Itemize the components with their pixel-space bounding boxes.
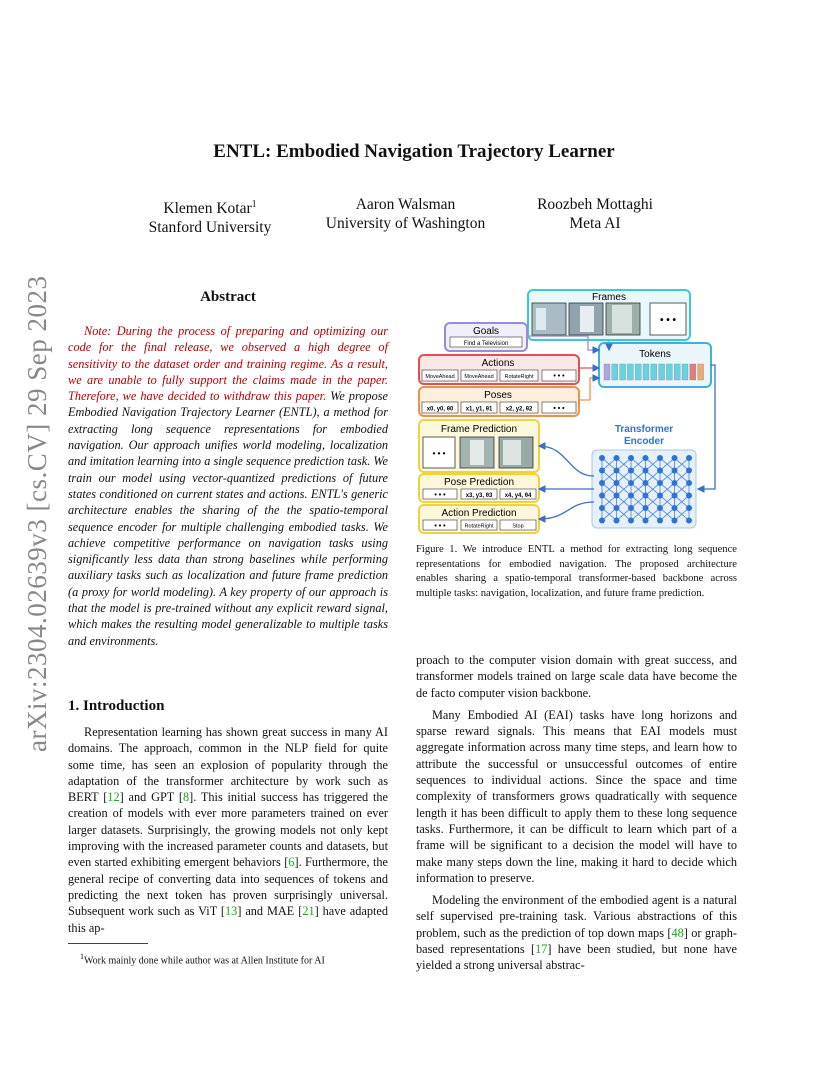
network-node bbox=[628, 455, 634, 461]
pose-prediction-text: x4, y4, θ4 bbox=[504, 493, 532, 499]
token-cell bbox=[674, 364, 680, 380]
network-node bbox=[614, 480, 620, 486]
architecture-diagram bbox=[418, 286, 718, 534]
citation-link[interactable]: 8 bbox=[182, 790, 190, 805]
text-run: Representation learning has shown great success in many AI domains. The approach, common in the NLP field for quite some time, has seen an explosion of popularity through the adaptation of the transformer architecture by work such as BERT bbox=[68, 725, 388, 805]
token-cell bbox=[682, 364, 688, 380]
token-cell bbox=[659, 364, 665, 380]
ellipsis: • • • bbox=[553, 405, 565, 413]
network-node bbox=[672, 518, 678, 524]
token-cell bbox=[620, 364, 626, 380]
author-2 bbox=[318, 195, 493, 233]
action-token-text: MoveAhead bbox=[464, 374, 494, 380]
window-shape bbox=[580, 306, 594, 332]
intro-right-column bbox=[416, 652, 737, 974]
network-node bbox=[657, 480, 663, 486]
action-prediction-text: RotateRight bbox=[464, 523, 494, 530]
network-node bbox=[628, 518, 634, 524]
pose-token-text: x0, y0, θ0 bbox=[426, 406, 454, 413]
window-shape bbox=[470, 440, 484, 465]
network-node bbox=[614, 455, 620, 461]
action-prediction-text: Stop bbox=[512, 523, 524, 530]
author-name: Roozbeh Mottaghi bbox=[537, 196, 653, 213]
network-node bbox=[599, 505, 605, 511]
network-node bbox=[599, 455, 605, 461]
arrow bbox=[579, 378, 599, 400]
frame-prediction-label: Frame Prediction bbox=[440, 424, 518, 435]
network-node bbox=[628, 480, 634, 486]
paragraph: Modeling the environment of the embodied agent is a natural self supervised pre-training task. Various abstractions of this problem, such as the prediction of top down maps [48] or graph-based representations [17] have been studied, but none have yielded a strong universal abstrac- bbox=[416, 893, 737, 973]
text-run: and GPT bbox=[123, 790, 179, 805]
footnote bbox=[68, 951, 398, 967]
token-cell bbox=[627, 364, 633, 380]
ellipsis: • • • bbox=[434, 492, 446, 499]
network-node bbox=[628, 505, 634, 511]
text-run: have been studied, but none have yielded a strong universal abstrac- bbox=[416, 942, 737, 973]
goals-label: Goals bbox=[472, 326, 500, 337]
network-node bbox=[643, 518, 649, 524]
text-run: have adapted this ap- bbox=[68, 904, 388, 935]
arxiv-identifier: arXiv:2304.02639v3 [cs.CV] 29 Sep 2023 bbox=[22, 275, 52, 752]
text-run: . Furthermore, the general recipe of converting data into sequences of tokens and predicting the next token has proven surprisingly universal. Subsequent work such as ViT bbox=[68, 855, 388, 919]
network-node bbox=[657, 505, 663, 511]
withdrawal-note: Note: During the process of preparing and optimizing our code for the final release, we observed a high degree of sensitivity to the dataset order and training regime. As a result, we are unable to fully support the claims made in the paper. Therefore, we have decided to withdraw this paper. bbox=[68, 324, 388, 404]
network-node bbox=[614, 468, 620, 474]
text-run: . This initial success has triggered the creation of models with ever more parameters trained on ever larger datasets. Surprisingly, the growing models not only kept improving with the increased parameter counts and datasets, but even started exhibiting emergent behaviors bbox=[68, 790, 388, 870]
token-cell bbox=[643, 364, 649, 380]
pose-prediction-text: x3, y3, θ3 bbox=[465, 493, 493, 499]
token-cell bbox=[666, 364, 672, 380]
author-name: Aaron Walsman bbox=[355, 196, 456, 213]
text-run: or graph-based representations bbox=[416, 925, 737, 957]
author-1 bbox=[140, 195, 280, 237]
network-node bbox=[672, 505, 678, 511]
network-node bbox=[628, 493, 634, 499]
network-node bbox=[686, 468, 692, 474]
action-token-text: RotateRight bbox=[504, 374, 534, 380]
token-cell bbox=[651, 364, 657, 380]
window-shape bbox=[536, 308, 546, 330]
frames-label: Frames bbox=[592, 292, 626, 303]
token-cell bbox=[690, 364, 696, 380]
window-shape bbox=[503, 440, 521, 465]
network-node bbox=[686, 505, 692, 511]
token-cell bbox=[698, 364, 704, 380]
network-node bbox=[599, 493, 605, 499]
token-cell bbox=[604, 364, 610, 380]
ellipsis: • • • bbox=[434, 523, 446, 530]
network-node bbox=[614, 493, 620, 499]
window-shape bbox=[612, 305, 632, 333]
author-affiliation: Stanford University bbox=[148, 219, 272, 237]
actions-label: Actions bbox=[481, 358, 515, 369]
ellipsis: • • • bbox=[659, 315, 677, 326]
network-node bbox=[686, 518, 692, 524]
transformer-label: Encoder bbox=[623, 436, 665, 447]
abstract-heading: Abstract bbox=[200, 289, 256, 305]
transformer-box bbox=[592, 450, 696, 528]
network-node bbox=[657, 518, 663, 524]
network-node bbox=[672, 493, 678, 499]
network-node bbox=[643, 505, 649, 511]
citation-link[interactable]: 13 bbox=[225, 904, 238, 919]
abstract-body: We propose Embodied Navigation Trajectory Learner (ENTL), a method for extracting long sequence representations for embodied navigation. Our approach unifies world modeling, localization and imitation learning into a single sequence prediction task. We train our model using vector-quantized predictions of future states conditioned on current states and actions. ENTL's generic architecture enables the sharing of the the spatio-temporal sequence encoder for multiple challenging embodied tasks. We achieve competitive performance on navigation tasks using significantly less data than strong baselines while performing auxiliary tasks such as localization and future frame prediction (a proxy for world modeling). A key property of our approach is that the model is pre-trained without any explicit reward signal, which makes the resulting model generalizable to multiple tasks and environments. bbox=[68, 389, 388, 648]
ellipsis: • • • bbox=[432, 449, 446, 458]
author-name: Klemen Kotar bbox=[163, 200, 252, 218]
pose-token-text: x1, y1, θ1 bbox=[465, 406, 493, 413]
poses-label: Poses bbox=[484, 390, 512, 401]
paragraph: proach to the computer vision domain with great success, and transformer models trained on large scale data have become the de facto computer vision backbone. bbox=[416, 653, 737, 700]
citation-link[interactable]: 6 bbox=[288, 855, 295, 870]
citation-link[interactable]: 21 bbox=[302, 904, 315, 919]
network-node bbox=[643, 468, 649, 474]
citation-link[interactable]: 12 bbox=[107, 790, 120, 805]
action-prediction-label: Action Prediction bbox=[441, 508, 517, 519]
text-run: and MAE bbox=[241, 904, 299, 919]
author-affiliation: University of Washington bbox=[325, 215, 486, 232]
author-affiliation: Meta AI bbox=[569, 215, 621, 232]
paragraph: Many Embodied AI (EAI) tasks have long horizons and sparse reward signals. This means that EAI models must aggregate information across many time steps, and learn how to attribute the successful or unsuccessful outcomes of entire sequences to individual actions. Since the space and time complexity of transformers grows quadratically with sequence length it has been difficult to apply them to these long sequence tasks. Furthermore, it can be difficult to learn which part of a frame will be significant to a decision the model will have to make many steps down the line, making it hard to decide which information to preserve. bbox=[416, 707, 737, 885]
network-node bbox=[686, 480, 692, 486]
section-heading-introduction: 1. Introduction bbox=[68, 698, 165, 714]
pose-token-text: x2, y2, θ2 bbox=[505, 406, 533, 413]
network-node bbox=[599, 468, 605, 474]
network-node bbox=[628, 468, 634, 474]
action-token-text: MoveAhead bbox=[425, 374, 455, 380]
network-node bbox=[614, 505, 620, 511]
network-node bbox=[643, 455, 649, 461]
author-mark: 1 bbox=[251, 199, 257, 210]
network-node bbox=[657, 493, 663, 499]
token-cell bbox=[612, 364, 618, 380]
pose-prediction-label: Pose Prediction bbox=[443, 477, 515, 488]
text-run: Modeling the environment of the embodied agent is a natural self supervised pre-training task. Various abstractions of this problem, such as the prediction of top down maps bbox=[416, 893, 737, 940]
intro-left-column bbox=[68, 724, 388, 936]
network-node bbox=[686, 455, 692, 461]
network-node bbox=[686, 493, 692, 499]
ellipsis: • • • bbox=[553, 373, 565, 380]
network-node bbox=[672, 468, 678, 474]
network-node bbox=[657, 468, 663, 474]
arrow bbox=[539, 502, 594, 519]
paper-title: ENTL: Embodied Navigation Trajectory Learner bbox=[213, 141, 615, 162]
footnote-mark: 1 bbox=[80, 952, 84, 961]
citation-link[interactable]: 48 bbox=[671, 925, 684, 940]
network-node bbox=[643, 493, 649, 499]
abstract-text bbox=[68, 323, 388, 649]
network-node bbox=[657, 455, 663, 461]
tokens-label: Tokens bbox=[639, 349, 671, 360]
footnote-rule bbox=[68, 943, 148, 944]
figure-1 bbox=[418, 286, 718, 534]
paragraph: Representation learning has shown great success in many AI domains. The approach, common in the NLP field for quite some time, has seen an explosion of popularity through the adaptation of the transformer architecture by work such as BERT [12] and GPT [8]. This initial success has triggered the creation of models with ever more parameters trained on ever larger datasets. Surprisingly, the growing models not only kept improving with the increased parameter counts and datasets, but even started exhibiting emergent behaviors [6]. Furthermore, the general recipe of converting data into sequences of tokens and predicting the next token has proven surprisingly universal. Subsequent work such as ViT [13] and MAE [21] have adapted this ap- bbox=[68, 725, 388, 935]
network-node bbox=[672, 455, 678, 461]
network-node bbox=[643, 480, 649, 486]
figure-caption: Figure 1. We introduce ENTL a method for extracting long sequence representations for embodied navigation. The proposed architecture enables sharing a spatio-temporal transformer-based backbone across multiple tasks: navigation, localization, and future frame prediction. bbox=[416, 544, 737, 599]
footnote-text: Work mainly done while author was at Allen Institute for AI bbox=[84, 955, 325, 967]
network-node bbox=[599, 480, 605, 486]
token-cell bbox=[635, 364, 641, 380]
network-node bbox=[614, 518, 620, 524]
network-node bbox=[672, 480, 678, 486]
network-node bbox=[599, 518, 605, 524]
citation-link[interactable]: 17 bbox=[535, 942, 548, 957]
author-3 bbox=[525, 195, 665, 233]
transformer-label: Transformer bbox=[614, 424, 674, 435]
goal-text: Find a Television bbox=[463, 341, 509, 347]
arrow bbox=[539, 446, 594, 476]
